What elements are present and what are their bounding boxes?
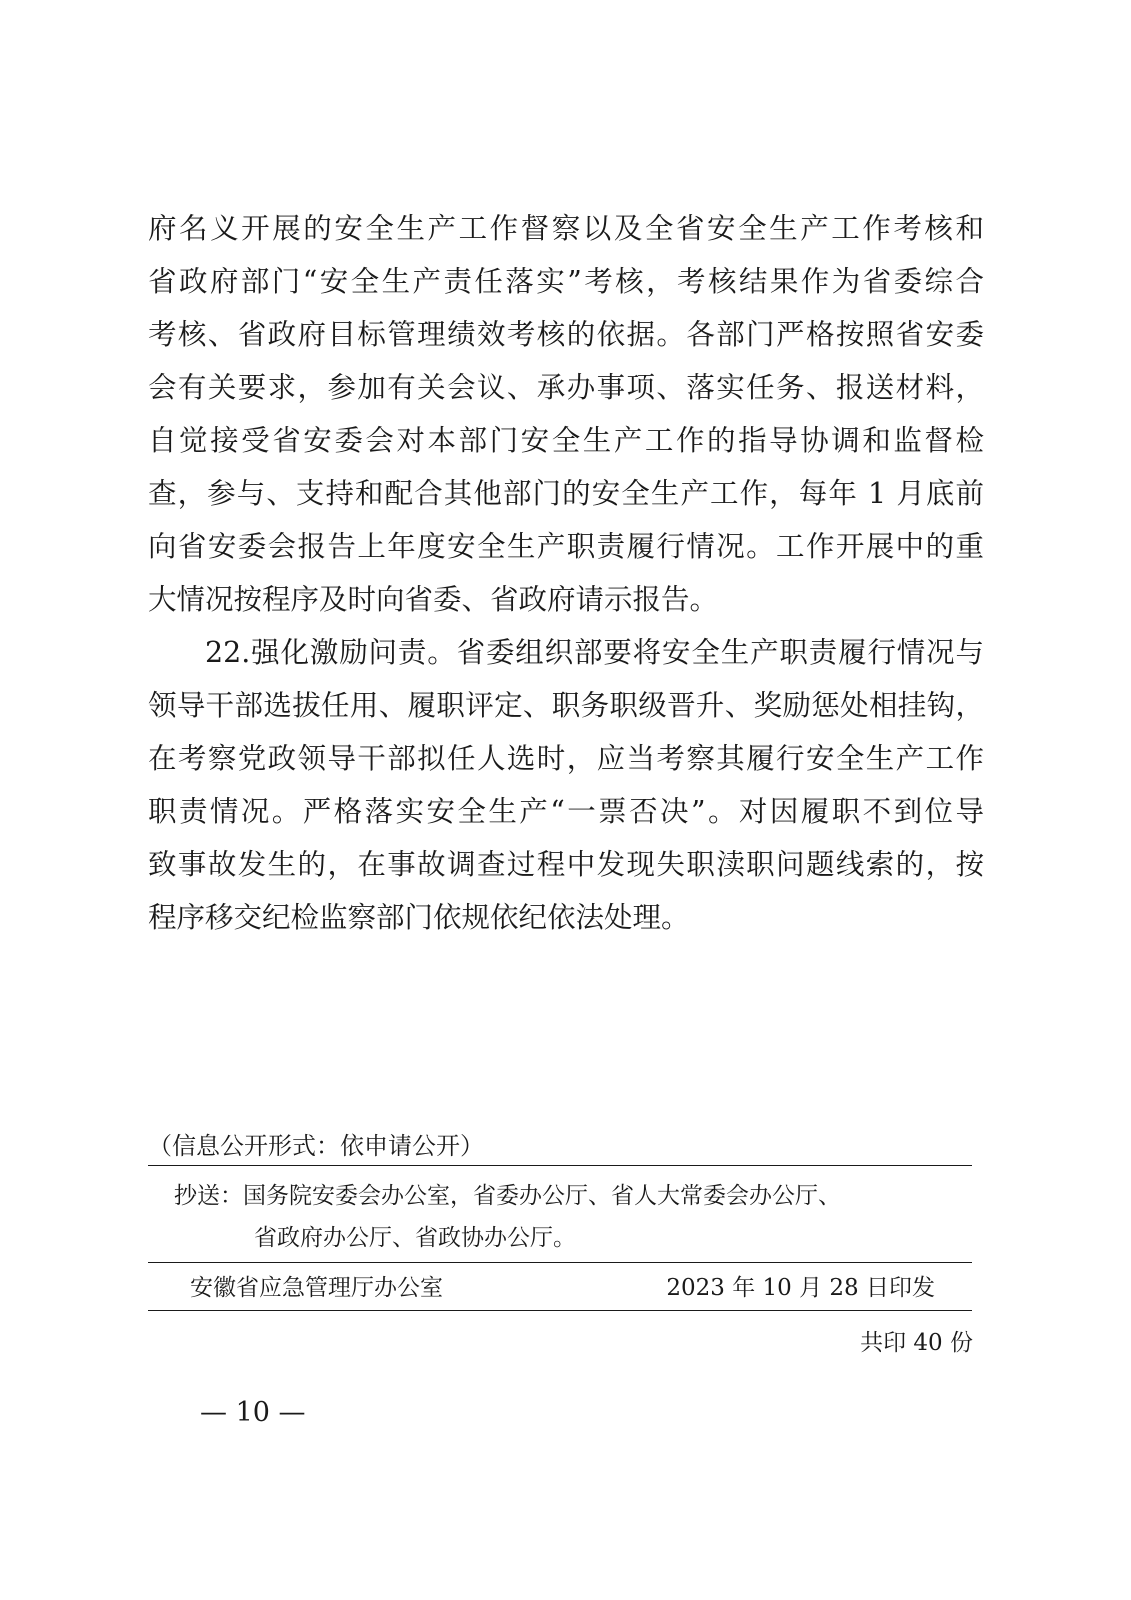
body-line: 自觉接受省安委会对本部门安全生产工作的指导协调和监督检 — [148, 424, 984, 457]
body-line: 向省安委会报告上年度安全生产职责履行情况。工作开展中的重 — [148, 530, 984, 563]
section-22-first-line: 22.强化激励问责。省委组织部要将安全生产职责履行情况与 — [205, 636, 984, 669]
body-line: 查，参与、支持和配合其他部门的安全生产工作，每年 1 月底前 — [148, 477, 984, 510]
body-line: 府名义开展的安全生产工作督察以及全省安全生产工作考核和 — [148, 212, 984, 245]
body-line: 大情况按程序及时向省委、省政府请示报告。 — [148, 583, 719, 616]
body-line: 省政府部门“安全生产责任落实”考核，考核结果作为省委综合 — [148, 265, 984, 298]
body-line: 考核、省政府目标管理绩效考核的依据。各部门严格按照省安委 — [148, 318, 984, 351]
body-line: 会有关要求，参加有关会议、承办事项、落实任务、报送材料， — [148, 371, 984, 404]
cc-line: 抄送：国务院安委会办公室，省委办公厅、省人大常委会办公厅、 — [174, 1183, 841, 1209]
issue-date: 2023 年 10 月 28 日印发 — [666, 1275, 935, 1301]
cc-list — [174, 1175, 841, 1259]
copies-count: 共印 40 份 — [860, 1330, 973, 1356]
cc-line: 省政府办公厅、省政协办公厅。 — [254, 1225, 576, 1251]
body-line: 程序移交纪检监察部门依规依纪依法处理。 — [148, 901, 690, 934]
document-body — [148, 202, 984, 944]
disclosure-note: （信息公开形式：依申请公开） — [148, 1132, 484, 1160]
page-number: — 10 — — [200, 1397, 306, 1428]
body-line: 职责情况。严格落实安全生产“一票否决”。对因履职不到位导 — [148, 795, 984, 828]
footer-rule-top — [148, 1165, 972, 1166]
issuing-office: 安徽省应急管理厅办公室 — [190, 1275, 443, 1301]
body-line: 致事故发生的，在事故调查过程中发现失职渎职问题线索的，按 — [148, 848, 984, 881]
footer-rule-bottom — [148, 1310, 972, 1311]
body-line: 在考察党政领导干部拟任人选时，应当考察其履行安全生产工作 — [148, 742, 984, 775]
footer-rule-middle — [148, 1262, 972, 1263]
body-line: 领导干部选拔任用、履职评定、职务职级晋升、奖励惩处相挂钩， — [148, 689, 984, 722]
